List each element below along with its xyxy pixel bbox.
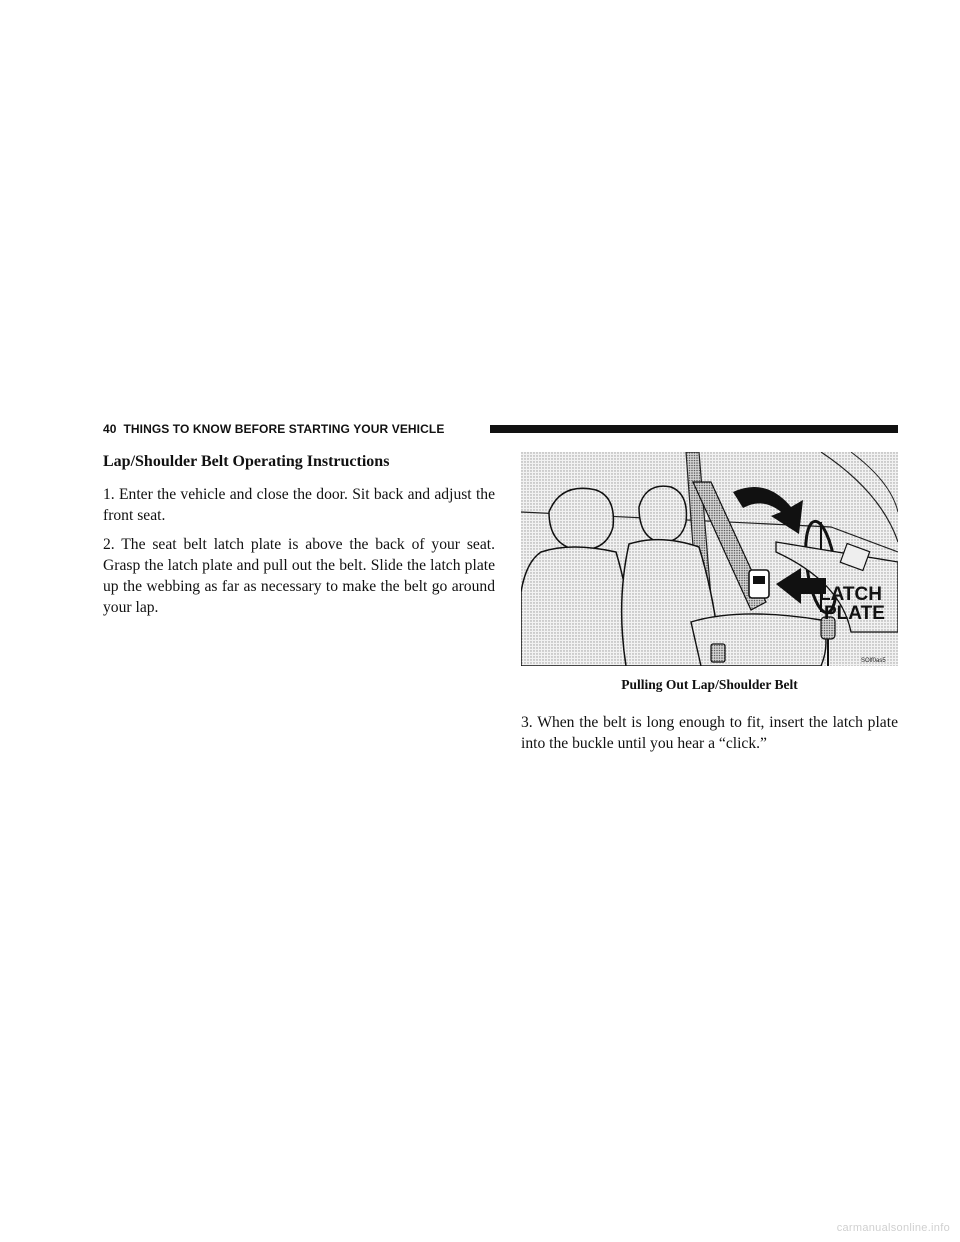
latch-label-line1: LATCH: [819, 584, 882, 605]
watermark: carmanualsonline.info: [836, 1222, 950, 1234]
page-header-text: [103, 421, 444, 437]
step-1: 1. Enter the vehicle and close the door. Sit back and adjust the front seat.: [103, 486, 495, 524]
step-2: 2. The seat belt latch plate is above the back of your seat. Grasp the latch plate and pull out the belt. Slide the latch plate up the webbing as far as necessary to make the belt go around your lap.: [103, 536, 495, 616]
figure-code: SOlf0as5: [861, 658, 886, 664]
page-header: [103, 421, 898, 437]
header-rule: [490, 425, 898, 433]
step-3: 3. When the belt is long enough to fit, insert the latch plate into the buckle until you hear a “click.”: [521, 713, 898, 752]
header-section-title: THINGS TO KNOW BEFORE STARTING YOUR VEHICLE: [123, 422, 445, 436]
seat-belt-illustration: [521, 452, 898, 666]
section-title: Lap/Shoulder Belt Operating Instructions: [103, 453, 390, 470]
figure-caption: Pulling Out Lap/Shoulder Belt: [621, 677, 798, 692]
latch-label-line2: PLATE: [824, 603, 885, 624]
left-column: [103, 452, 495, 626]
page-number: 40: [103, 422, 117, 436]
